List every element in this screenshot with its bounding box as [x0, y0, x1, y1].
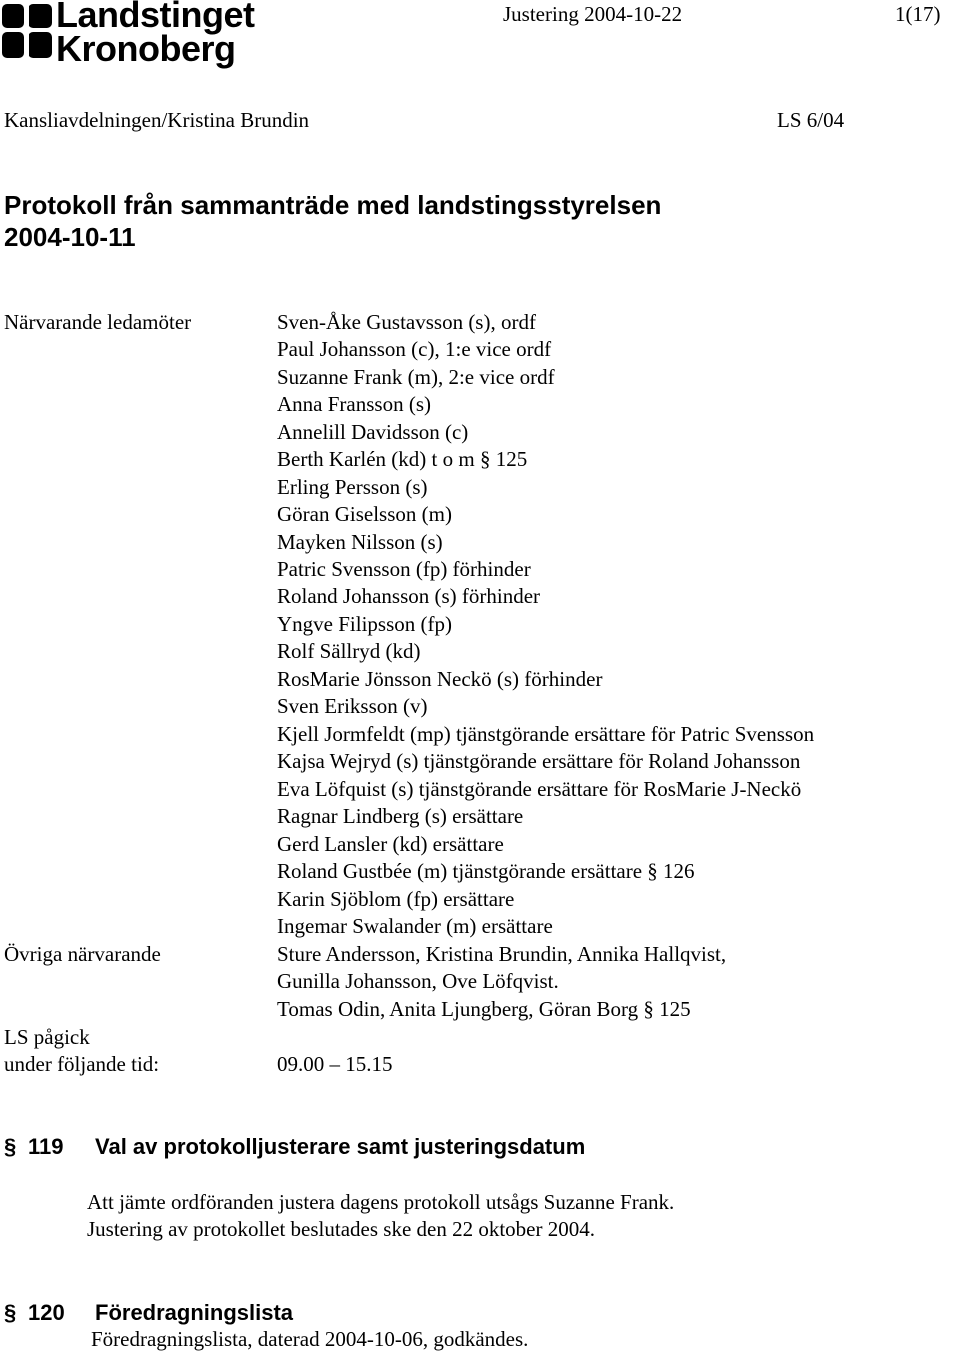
- list-item: Sven Eriksson (v): [277, 694, 428, 718]
- list-item: Patric Svensson (fp) förhinder: [277, 557, 531, 581]
- list-item: Yngve Filipsson (fp): [277, 612, 452, 636]
- time-value: 09.00 – 15.15: [277, 1052, 393, 1076]
- list-item: Suzanne Frank (m), 2:e vice ordf: [277, 365, 555, 389]
- page-title: Protokoll från sammanträde med landstingsstyrelsen: [4, 190, 662, 220]
- section-number: 119: [28, 1134, 64, 1159]
- reference-number: LS 6/04: [777, 108, 845, 132]
- logo-mark-icon: [2, 2, 54, 68]
- meeting-date: 2004-10-11: [4, 222, 136, 252]
- list-item: Annelill Davidsson (c): [277, 420, 469, 444]
- section-heading: Val av protokolljusterare samt justeringsdatum: [95, 1134, 586, 1159]
- list-item: Roland Gustbée (m) tjänstgörande ersättare § 126: [277, 859, 695, 883]
- list-item: Anna Fransson (s): [277, 392, 431, 416]
- list-item: Roland Johansson (s) förhinder: [277, 584, 541, 608]
- list-item: Ingemar Swalander (m) ersättare: [277, 914, 553, 938]
- list-item: Tomas Odin, Anita Ljungberg, Göran Borg § 125: [277, 997, 691, 1021]
- time-label-1: LS pågick: [4, 1025, 90, 1049]
- section-number: 120: [28, 1300, 65, 1325]
- list-item: Kjell Jormfeldt (mp) tjänstgörande ersättare för Patric Svensson: [277, 722, 815, 746]
- list-item: Rolf Sällryd (kd): [277, 639, 421, 663]
- list-item: Ragnar Lindberg (s) ersättare: [277, 804, 524, 828]
- list-item: Sven-Åke Gustavsson (s), ordf: [277, 310, 536, 334]
- list-item: Karin Sjöblom (fp) ersättare: [277, 887, 515, 911]
- page-number: 1(17): [895, 2, 941, 26]
- list-item: Sture Andersson, Kristina Brundin, Annika Hallqvist,: [277, 942, 727, 966]
- section-body-line: Att jämte ordföranden justera dagens protokoll utsågs Suzanne Frank.: [87, 1190, 675, 1214]
- others-label: Övriga närvarande: [4, 942, 161, 966]
- list-item: Kajsa Wejryd (s) tjänstgörande ersättare för Roland Johansson: [277, 749, 801, 773]
- department: Kansliavdelningen/Kristina Brundin: [4, 108, 310, 132]
- logo-line-2: Kronoberg: [56, 28, 236, 69]
- section-heading: Föredragningslista: [95, 1300, 294, 1325]
- section-body-line: Justering av protokollet beslutades ske den 22 oktober 2004.: [87, 1217, 595, 1241]
- section-body-line: Föredragningslista, daterad 2004-10-06, godkändes.: [91, 1327, 529, 1351]
- list-item: Gunilla Johansson, Ove Löfqvist.: [277, 969, 559, 993]
- members-label: Närvarande ledamöter: [4, 310, 192, 334]
- list-item: Erling Persson (s): [277, 475, 428, 499]
- list-item: Göran Giselsson (m): [277, 502, 452, 526]
- section-symbol: §: [4, 1300, 17, 1325]
- list-item: Eva Löfquist (s) tjänstgörande ersättare för RosMarie J-Neckö: [277, 777, 802, 801]
- time-label-2: under följande tid:: [4, 1052, 160, 1076]
- list-item: Mayken Nilsson (s): [277, 530, 443, 554]
- justering-date: Justering 2004-10-22: [503, 2, 683, 26]
- list-item: RosMarie Jönsson Neckö (s) förhinder: [277, 667, 603, 691]
- list-item: Berth Karlén (kd) t o m § 125: [277, 447, 528, 471]
- list-item: Paul Johansson (c), 1:e vice ordf: [277, 337, 552, 361]
- logo-line-1: Landstinget: [56, 0, 255, 35]
- section-symbol: §: [4, 1134, 17, 1159]
- list-item: Gerd Lansler (kd) ersättare: [277, 832, 504, 856]
